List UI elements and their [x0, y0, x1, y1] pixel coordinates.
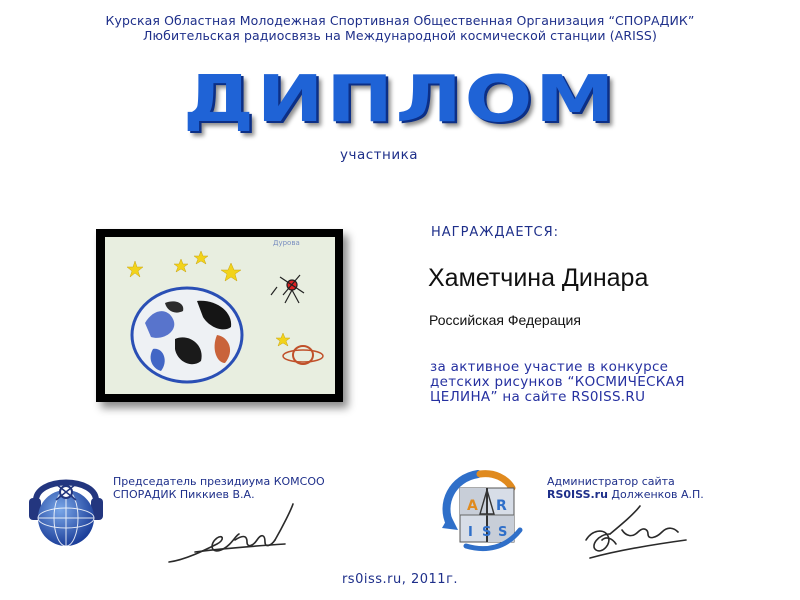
header-organization: Курская Областная Молодежная Спортивная Общественная Организация “СПОРАДИК” [105, 13, 695, 28]
ariss-letter: I [468, 525, 473, 540]
ariss-letter: S [482, 525, 492, 540]
award-reason-line: детских рисунков “КОСМИЧЕСКАЯ [430, 374, 685, 390]
recipient-country: Российская Федерация [429, 312, 581, 328]
chairman-name: СПОРАДИК Пиккиев В.А. [113, 488, 255, 501]
admin-title: Администратор сайта [547, 475, 675, 488]
admin-site: RS0ISS.ru [547, 488, 608, 501]
child-drawing-image [105, 237, 335, 394]
diploma-title: ДИПЛОМ [182, 63, 618, 137]
signature-chairman [165, 500, 300, 572]
diploma-subtitle: участника [340, 147, 419, 163]
ariss-letter: S [498, 525, 508, 540]
header-ariss: Любительская радиосвязь на Международной космической станции (ARISS) [143, 28, 657, 43]
admin-person: Долженков А.П. [607, 488, 704, 501]
sporadic-emblem-icon [24, 462, 108, 552]
recipient-name: Хаметчина Динара [428, 264, 649, 292]
award-reason-line: за активное участие в конкурсе [430, 359, 669, 375]
signature-admin [582, 500, 692, 570]
ariss-letter: R [496, 498, 507, 514]
chairman-title: Председатель президиума КОМСОО [113, 475, 325, 488]
ariss-letter: A [467, 498, 478, 514]
svg-text:Дурова: Дурова [273, 239, 300, 247]
ariss-logo-icon [436, 466, 526, 552]
footer-site-year: rs0iss.ru, 2011г. [341, 572, 459, 587]
awarded-label: НАГРАЖДАЕТСЯ: [431, 225, 560, 240]
award-reason-line: ЦЕЛИНА” на сайте RS0ISS.RU [430, 389, 646, 405]
